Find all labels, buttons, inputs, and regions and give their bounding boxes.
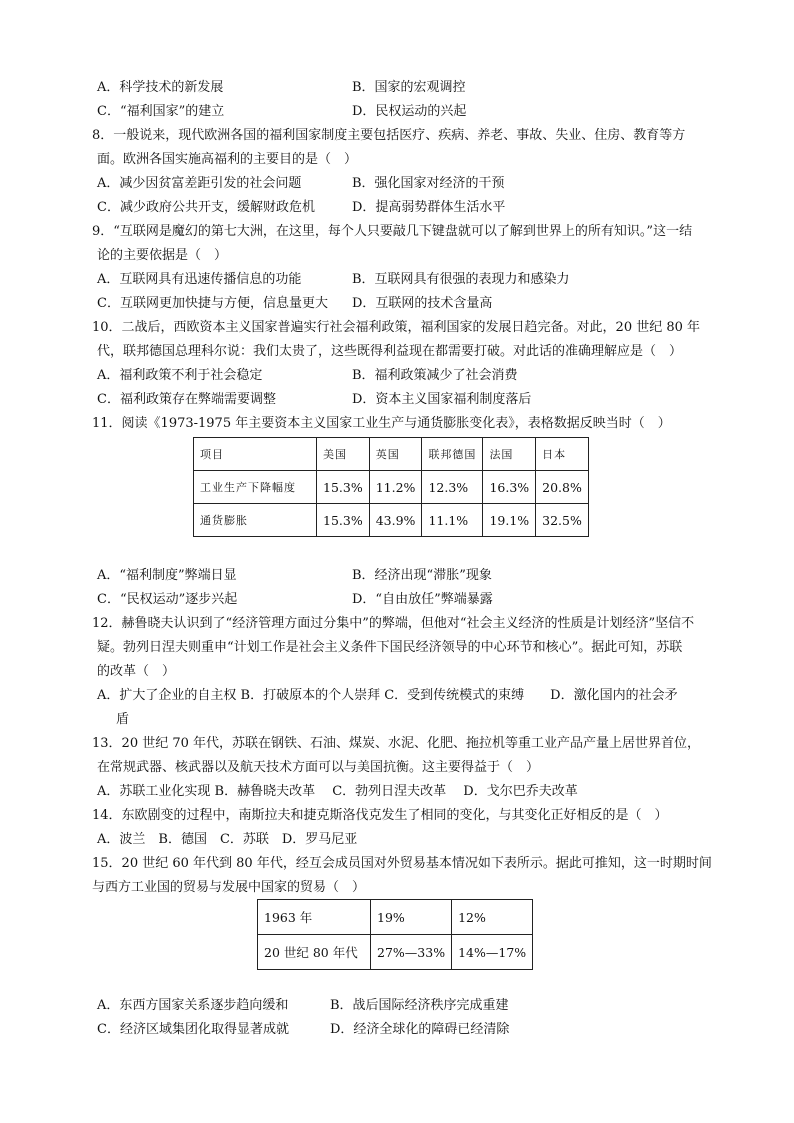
q7-option-c: C．“福利国家”的建立	[97, 104, 225, 119]
q12-stem-line3: 的改革（ ）	[97, 664, 176, 679]
table-cell: 通货膨胀	[194, 504, 317, 537]
q9-option-d: D．互联网的技术含量高	[352, 296, 493, 311]
q12-options: A．扩大了企业的自主权 B．打破原本的个人崇拜 C．受到传统模式的束缚 D．激化国内的社会矛	[97, 688, 678, 703]
q12-stem-line1: 12．赫鲁晓夫认识到了“经济管理方面过分集中”的弊端，但他对“社会主义经济的性质是计划经济”坚信不	[92, 616, 695, 631]
q9-stem-line2: 论的主要依据是（ ）	[97, 248, 228, 263]
q11-option-c: C．“民权运动”逐步兴起	[97, 592, 238, 607]
q8-stem-line1: 8．一般说来，现代欧洲各国的福利国家制度主要包括医疗、疾病、养老、事故、失业、住房、教育等方	[92, 128, 686, 143]
q10-option-b: B．福利政策减少了社会消费	[352, 368, 518, 383]
q13-options: A．苏联工业化实现 B．赫鲁晓夫改革 C．勃列日涅夫改革 D．戈尔巴乔夫改革	[97, 784, 578, 799]
q10-stem-line1: 10．二战后，西欧资本主义国家普遍实行社会福利政策，福利国家的发展日趋完备。对此，20 世纪 80 年	[92, 320, 701, 335]
q7-option-a: A．科学技术的新发展	[97, 80, 224, 95]
table-cell: 11.1%	[422, 504, 483, 537]
table-cell: 15.3%	[317, 471, 370, 504]
table-row	[258, 935, 533, 970]
q7-option-d: D．民权运动的兴起	[352, 104, 467, 119]
q8-option-c: C．减少政府公共开支，缓解财政危机	[97, 200, 315, 215]
table-cell: 14%—17%	[452, 935, 533, 970]
q15-option-a: A．东西方国家关系逐步趋向缓和	[97, 998, 289, 1013]
q15-stem-line2: 与西方工业国的贸易与发展中国家的贸易（ ）	[92, 880, 366, 895]
q11-option-d: D．“自由放任”弊端暴露	[352, 592, 493, 607]
table-header-cell: 美国	[317, 438, 370, 471]
table-cell: 工业生产下降幅度	[194, 471, 317, 504]
table-header-cell: 日本	[536, 438, 589, 471]
q11-data-table	[193, 437, 589, 537]
q15-option-b: B．战后国际经济秩序完成重建	[330, 998, 509, 1013]
table-row	[194, 471, 589, 504]
table-header-cell: 联邦德国	[422, 438, 483, 471]
q8-option-a: A．减少因贫富差距引发的社会问题	[97, 176, 302, 191]
q9-option-c: C．互联网更加快捷与方便，信息量更大	[97, 296, 328, 311]
table-header-cell: 法国	[483, 438, 536, 471]
q8-stem-line2: 面。欧洲各国实施高福利的主要目的是（ ）	[97, 152, 358, 167]
table-cell: 32.5%	[536, 504, 589, 537]
q11-option-a: A．“福利制度”弊端日显	[97, 568, 237, 583]
q11-stem-line1: 11．阅读《1973-1975 年主要资本主义国家工业生产与通货膨胀变化表》，表格数据反映当时（ ）	[92, 416, 671, 431]
q8-option-b: B．强化国家对经济的干预	[352, 176, 505, 191]
q7-option-b: B．国家的宏观调控	[352, 80, 466, 95]
table-cell: 15.3%	[317, 504, 370, 537]
q10-option-a: A．福利政策不利于社会稳定	[97, 368, 263, 383]
q10-stem-line2: 代，联邦德国总理科尔说：我们太贵了，这些既得利益现在都需要打破。对此话的准确理解应是（ ）	[97, 344, 683, 359]
table-row	[194, 504, 589, 537]
q15-option-d: D．经济全球化的障碍已经清除	[330, 1022, 510, 1037]
table-cell: 12%	[452, 900, 533, 935]
table-cell: 1963 年	[258, 900, 371, 935]
table-header-row	[194, 438, 589, 471]
q9-stem-line1: 9．“互联网是魔幻的第七大洲，在这里，每个人只要敲几下键盘就可以了解到世界上的所有知识。”这一结	[92, 224, 693, 239]
q10-option-c: C．福利政策存在弊端需要调整	[97, 392, 276, 407]
q15-data-table	[257, 899, 533, 970]
q14-stem-line1: 14．东欧剧变的过程中，南斯拉夫和捷克斯洛伐克发生了相同的变化，与其变化正好相反的是（ ）	[92, 808, 668, 823]
table-cell: 11.2%	[369, 471, 422, 504]
table-row	[258, 900, 533, 935]
q15-option-c: C．经济区域集团化取得显著成就	[97, 1022, 289, 1037]
q14-options: A．波兰 B．德国 C．苏联 D．罗马尼亚	[97, 832, 358, 847]
q8-option-d: D．提高弱势群体生活水平	[352, 200, 506, 215]
table-header-cell: 项目	[194, 438, 317, 471]
table-cell: 43.9%	[369, 504, 422, 537]
table-cell: 12.3%	[422, 471, 483, 504]
q9-option-a: A．互联网具有迅速传播信息的功能	[97, 272, 302, 287]
q9-option-b: B．互联网具有很强的表现力和感染力	[352, 272, 570, 287]
q11-option-b: B．经济出现“滞胀”现象	[352, 568, 492, 583]
table-cell: 20.8%	[536, 471, 589, 504]
q12-stem-line2: 疑。勃列日涅夫则重申“计划工作是社会主义条件下国民经济领导的中心环节和核心”。据此可知，苏联	[97, 640, 683, 655]
q10-option-d: D．资本主义国家福利制度落后	[352, 392, 532, 407]
table-cell: 19.1%	[483, 504, 536, 537]
table-cell: 19%	[371, 900, 452, 935]
q15-stem-line1: 15．20 世纪 60 年代到 80 年代，经互会成员国对外贸易基本情况如下表所示。据此可推知，这一时期时间	[92, 856, 712, 871]
table-cell: 20 世纪 80 年代	[258, 935, 371, 970]
table-header-cell: 英国	[369, 438, 422, 471]
q13-stem-line1: 13．20 世纪 70 年代，苏联在钢铁、石油、煤炭、水泥、化肥、拖拉机等重工业产品产量上居世界首位，	[92, 736, 701, 751]
table-cell: 27%—33%	[371, 935, 452, 970]
q12-options-continued: 盾	[116, 712, 130, 727]
table-cell: 16.3%	[483, 471, 536, 504]
q13-stem-line2: 在常规武器、核武器以及航天技术方面可以与美国抗衡。这主要得益于（ ）	[97, 760, 540, 775]
